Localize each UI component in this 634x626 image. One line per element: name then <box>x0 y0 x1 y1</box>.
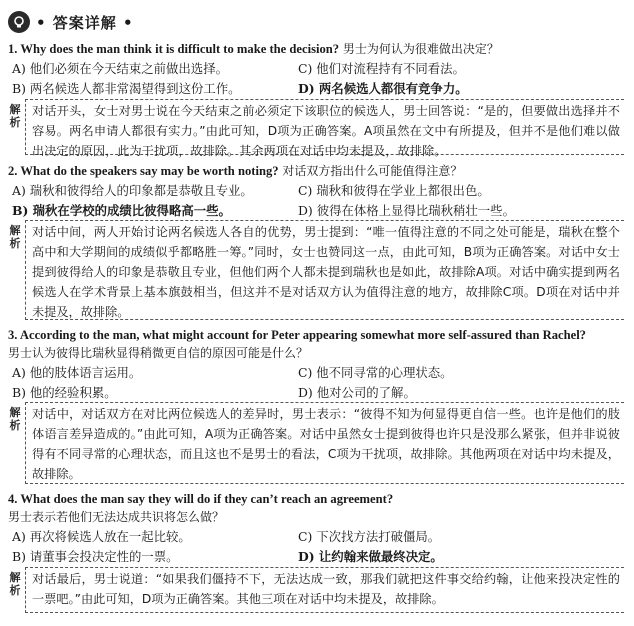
bulb-icon <box>8 11 30 33</box>
q1-option-d: D) 两名候选人都很有竞争力。 <box>298 81 468 96</box>
question-1 <box>8 40 499 58</box>
q3-option-c: C) 他不同寻常的心理状态。 <box>298 365 453 380</box>
question-1-text: 1. Why does the man think it is difficult to make the decision? <box>8 42 340 56</box>
question-4 <box>8 490 393 508</box>
page-title: • 答案详解 • <box>36 13 134 32</box>
question-4-text: 4. What does the man say they will do if they can’t reach an agreement? <box>8 492 394 506</box>
q3-explanation <box>8 402 624 484</box>
question-4-cn-line <box>8 508 224 526</box>
q4-option-c: C) 下次找方法打破僵局。 <box>298 529 441 544</box>
question-3-cn: 男士认为彼得比瑞秋显得稍微更自信的原因可能是什么？ <box>8 346 309 360</box>
question-3 <box>8 326 586 344</box>
question-2-cn: 对话双方指出什么可能值得注意？ <box>278 164 463 178</box>
q2-option-b: B) 瑞秋在学校的成绩比彼得略高一些。 <box>12 203 231 218</box>
question-3-text: 3. According to the man, what might account for Peter appearing somewhat more self-assured than Rachel? <box>8 328 586 342</box>
q1-option-b: B) 两名候选人都非常渴望得到这份工作。 <box>12 81 241 96</box>
q4-option-d: D) 让约翰来做最终决定。 <box>298 549 443 564</box>
q4-explanation-text: 对话最后，男士说道：“如果我们僵持不下，无法达成一致，那我们就把这件事交给约翰，让他来投决定性的一票吧。”由此可知，D项为正确答案。其他三项在对话中均未提及，故排除。 <box>32 572 620 606</box>
explanation-label: 解析 <box>9 406 21 432</box>
q4-explanation <box>8 567 624 613</box>
answer-header <box>8 10 134 34</box>
q2-option-c: C) 瑞秋和彼得在学业上都很出色。 <box>298 183 490 198</box>
question-2-text: 2. What do the speakers say may be worth noting? <box>8 164 279 178</box>
q1-explanation <box>8 99 624 158</box>
q1-explanation-text: 对话开头，女士对男士说在今天结束之前必须定下该职位的候选人，男士回答说：“是的，但要做出选择并不容易。两名申请人都很有实力。”由此可知，D项为正确答案。A项虽然在文中有所提及，但并不是他们难以做出决定的原因，此为干扰项，故排除。其余两项在对话中均未提及，故排除。 <box>32 104 620 158</box>
q3-option-d: D) 他对公司的了解。 <box>298 385 416 400</box>
q2-explanation-text: 对话中间，两人开始讨论两名候选人各自的优势，男士提到：“唯一值得注意的不同之处可能是，瑞秋在整个高中和大学期间的成绩似乎都略胜一筹。”同时，女士也赞同这一点，由此可知，B项为正确答案。对话中女士提到彼得给人的印象是恭敬且专业，但他们两个人都未提到瑞秋也是如此，故排除A项。对话中确实提到两名候选人在学术背景上基本旗鼓相当，但这并不是对话双方认为值得注意的地方，故排除C项。D项在对话中并未提及，故排除。 <box>32 225 620 319</box>
q3-explanation-text: 对话中，对话双方在对比两位候选人的差异时，男士表示：“彼得不知为何显得更自信一些。也许是他们的肢体语言差异造成的。”由此可知，A项为正确答案。对话中虽然女士提到彼得也许只是没那么紧张，但并非说彼得有不同寻常的心理状态，而且这也不是男士的看法，C项为干扰项，故排除。其他两项在对话中均未提及，故排除。 <box>32 407 620 481</box>
q2-option-a: A) 瑞秋和彼得给人的印象都是恭敬且专业。 <box>12 183 253 198</box>
explanation-label: 解析 <box>9 224 21 250</box>
explanation-label: 解析 <box>9 571 21 597</box>
q3-option-a: A) 他的肢体语言运用。 <box>12 365 142 380</box>
question-1-cn: 男士为何认为很难做出决定？ <box>339 42 499 56</box>
question-4-cn: 男士表示若他们无法达成共识将怎么做？ <box>8 510 225 524</box>
q4-option-b: B) 请董事会投决定性的一票。 <box>12 549 179 564</box>
q4-option-a: A) 再次将候选人放在一起比较。 <box>12 529 191 544</box>
q2-explanation <box>8 220 624 320</box>
question-3-cn-line <box>8 344 308 362</box>
q2-option-d: D) 彼得在体格上显得比瑞秋稍壮一些。 <box>298 203 515 218</box>
q1-option-a: A) 他们必须在今天结束之前做出选择。 <box>12 61 228 76</box>
q1-option-c: C) 他们对流程持有不同看法。 <box>298 61 465 76</box>
explanation-label: 解析 <box>9 103 21 129</box>
question-2 <box>8 162 462 180</box>
q3-option-b: B) 他的经验积累。 <box>12 385 117 400</box>
